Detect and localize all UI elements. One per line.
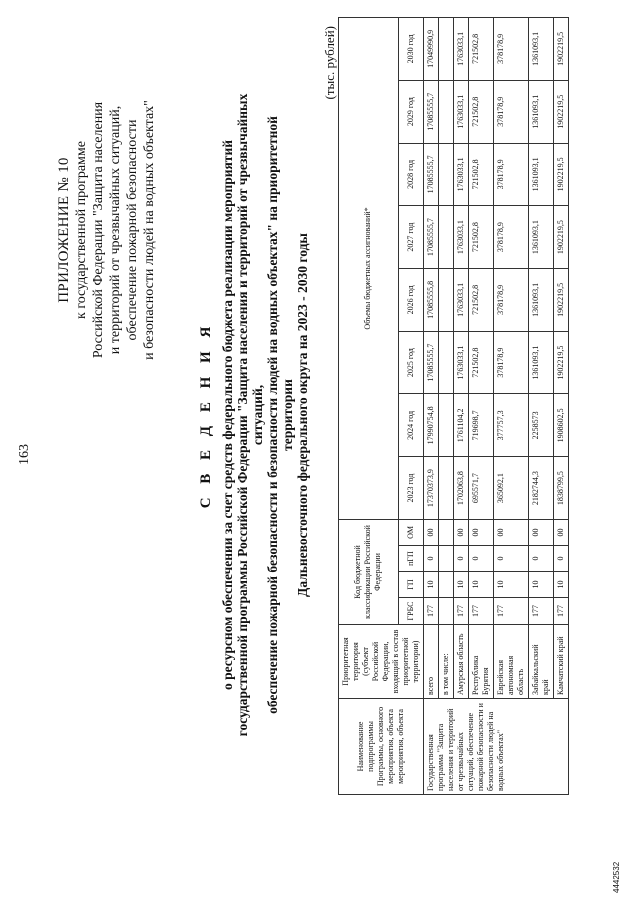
pgp-cell: 0 <box>424 546 439 572</box>
om-cell: 00 <box>554 519 569 545</box>
header-row <box>339 18 399 795</box>
document-id: 4442532 <box>612 861 621 893</box>
table-row <box>439 18 454 795</box>
page-number: 163 <box>17 444 32 465</box>
value-cell <box>439 143 454 206</box>
value-cell: 378178,9 <box>494 18 529 81</box>
subtitle-line: Дальневосточного федерального округа на 2023 - 2030 годы <box>295 233 310 597</box>
value-cell: 1908602,5 <box>554 394 569 457</box>
value-cell: 17085555,7 <box>424 206 439 269</box>
gp-cell: 10 <box>554 572 569 598</box>
territory-cell: всего <box>424 625 439 699</box>
value-cell: 1361093,1 <box>529 80 554 143</box>
value-cell: 378178,9 <box>494 143 529 206</box>
value-cell: 695571,7 <box>469 457 494 520</box>
value-cell: 1361093,1 <box>529 269 554 332</box>
gp-cell: 10 <box>529 572 554 598</box>
value-cell <box>439 331 454 394</box>
table-row <box>469 18 494 795</box>
gp-cell: 10 <box>494 572 529 598</box>
col-header-year: 2030 год <box>398 18 424 81</box>
value-cell: 1902219,5 <box>554 206 569 269</box>
value-cell: 378178,9 <box>494 331 529 394</box>
value-cell: 17049990,9 <box>424 18 439 81</box>
value-cell: 378178,9 <box>494 80 529 143</box>
table-row <box>554 18 569 795</box>
om-cell: 00 <box>494 519 529 545</box>
units-label: (тыс. рублей) <box>322 26 337 100</box>
col-header-territory: Приоритетная территория (субъект Российской Федерации, входящий в состав приоритетной территории) <box>339 625 424 699</box>
territory-cell: Еврейская автономная область <box>494 625 529 699</box>
document-subtitle <box>220 85 310 745</box>
col-header-om: ОМ <box>398 519 424 545</box>
value-cell: 1902219,5 <box>554 331 569 394</box>
col-header-year: 2029 год <box>398 80 424 143</box>
value-cell: 1902219,5 <box>554 18 569 81</box>
value-cell: 721502,8 <box>469 143 494 206</box>
value-cell <box>439 206 454 269</box>
value-cell: 1361093,1 <box>529 18 554 81</box>
gp-cell: 10 <box>454 572 469 598</box>
value-cell: 1838799,5 <box>554 457 569 520</box>
col-header-name: Наименование подпрограммы Программы, основного мероприятия, объекта мероприятия, объекта <box>339 699 424 795</box>
value-cell: 378178,9 <box>494 269 529 332</box>
subtitle-line: о ресурсном обеспечении за счет средств федерального бюджета реализации мероприятий <box>220 140 235 690</box>
territory-cell: Амурская область <box>454 625 469 699</box>
value-cell: 17370373,9 <box>424 457 439 520</box>
value-cell: 1902219,5 <box>554 269 569 332</box>
appendix-block <box>56 20 158 440</box>
value-cell: 1361093,1 <box>529 206 554 269</box>
table-row <box>424 18 439 795</box>
appendix-line: обеспечение пожарной безопасности <box>125 119 140 341</box>
value-cell <box>439 269 454 332</box>
pgp-cell: 0 <box>469 546 494 572</box>
grbs-cell: 177 <box>554 598 569 625</box>
grbs-cell: 177 <box>469 598 494 625</box>
appendix-title: ПРИЛОЖЕНИЕ № 10 <box>56 157 72 303</box>
pgp-cell <box>439 546 454 572</box>
value-cell: 365092,1 <box>494 457 529 520</box>
table-body <box>424 18 569 795</box>
territory-cell: Забайкальский край <box>529 625 554 699</box>
value-cell <box>439 457 454 520</box>
value-cell: 1702063,8 <box>454 457 469 520</box>
value-cell <box>439 394 454 457</box>
grbs-cell: 177 <box>494 598 529 625</box>
value-cell: 1763033,1 <box>454 331 469 394</box>
value-cell: 719698,7 <box>469 394 494 457</box>
value-cell: 721502,8 <box>469 80 494 143</box>
appendix-line: Российской Федерации "Защита населения <box>91 101 106 359</box>
value-cell: 377757,3 <box>494 394 529 457</box>
appendix-line: к государственной программе <box>74 141 89 319</box>
territory-cell: Республика Бурятия <box>469 625 494 699</box>
territory-cell: в том числе: <box>439 625 454 699</box>
col-header-year: 2025 год <box>398 331 424 394</box>
value-cell <box>439 80 454 143</box>
grbs-cell <box>439 598 454 625</box>
grbs-cell: 177 <box>424 598 439 625</box>
program-name-cell: Государственная программа "Защита населения и территорий от чрезвычайных ситуаций, обеспечение пожарной безопасности и безопасности людей на водных объектах" <box>424 699 569 795</box>
grbs-cell: 177 <box>454 598 469 625</box>
document-heading <box>196 85 310 745</box>
table-row <box>529 18 554 795</box>
value-cell: 721502,8 <box>469 269 494 332</box>
om-cell: 00 <box>454 519 469 545</box>
budget-table <box>338 17 569 795</box>
table-row <box>494 18 529 795</box>
value-cell: 1361093,1 <box>529 331 554 394</box>
value-cell: 17085555,7 <box>424 143 439 206</box>
col-header-grbs: ГРБС <box>398 598 424 625</box>
col-header-volumes-group: Объемы бюджетных ассигнований* <box>339 18 399 520</box>
value-cell: 2182744,3 <box>529 457 554 520</box>
value-cell: 721502,8 <box>469 331 494 394</box>
appendix-line: и территорий от чрезвычайных ситуаций, <box>108 105 123 355</box>
col-header-year: 2026 год <box>398 269 424 332</box>
value-cell: 721502,8 <box>469 206 494 269</box>
subtitle-line: государственной программы Российской Федерации "Защита населения и территорий от чрезвычайных ситуаций, <box>235 93 265 737</box>
col-header-year: 2028 год <box>398 143 424 206</box>
om-cell <box>439 519 454 545</box>
col-header-year: 2024 год <box>398 394 424 457</box>
value-cell: 1361093,1 <box>529 143 554 206</box>
om-cell: 00 <box>529 519 554 545</box>
table-row <box>454 18 469 795</box>
value-cell: 17085555,7 <box>424 331 439 394</box>
territory-cell: Камчатский край <box>554 625 569 699</box>
pgp-cell: 0 <box>554 546 569 572</box>
pgp-cell: 0 <box>529 546 554 572</box>
gp-cell <box>439 572 454 598</box>
value-cell <box>439 18 454 81</box>
value-cell: 1763033,1 <box>454 269 469 332</box>
value-cell: 1902219,5 <box>554 143 569 206</box>
col-header-code-group: Код бюджетной классификации Российской Федерации <box>339 519 399 624</box>
document-title: С В Е Д Е Н И Я <box>198 321 214 509</box>
value-cell: 1761104,2 <box>454 394 469 457</box>
subtitle-line: обеспечение пожарной безопасности и безопасности людей на водных объектах" на приоритетной территории <box>265 116 295 714</box>
col-header-year: 2027 год <box>398 206 424 269</box>
value-cell: 1763033,1 <box>454 80 469 143</box>
col-header-year: 2023 год <box>398 457 424 520</box>
value-cell: 721502,8 <box>469 18 494 81</box>
col-header-gp: ГП <box>398 572 424 598</box>
om-cell: 00 <box>424 519 439 545</box>
pgp-cell: 0 <box>494 546 529 572</box>
value-cell: 2258573 <box>529 394 554 457</box>
value-cell: 1763033,1 <box>454 206 469 269</box>
value-cell: 17990754,8 <box>424 394 439 457</box>
value-cell: 378178,9 <box>494 206 529 269</box>
appendix-line: и безопасности людей на водных объектах" <box>142 100 157 360</box>
value-cell: 1763033,1 <box>454 143 469 206</box>
col-header-pgp: пГП <box>398 546 424 572</box>
value-cell: 17085555,7 <box>424 80 439 143</box>
om-cell: 00 <box>469 519 494 545</box>
value-cell: 1763033,1 <box>454 18 469 81</box>
gp-cell: 10 <box>469 572 494 598</box>
gp-cell: 10 <box>424 572 439 598</box>
value-cell: 17085555,8 <box>424 269 439 332</box>
grbs-cell: 177 <box>529 598 554 625</box>
pgp-cell: 0 <box>454 546 469 572</box>
value-cell: 1902219,5 <box>554 80 569 143</box>
